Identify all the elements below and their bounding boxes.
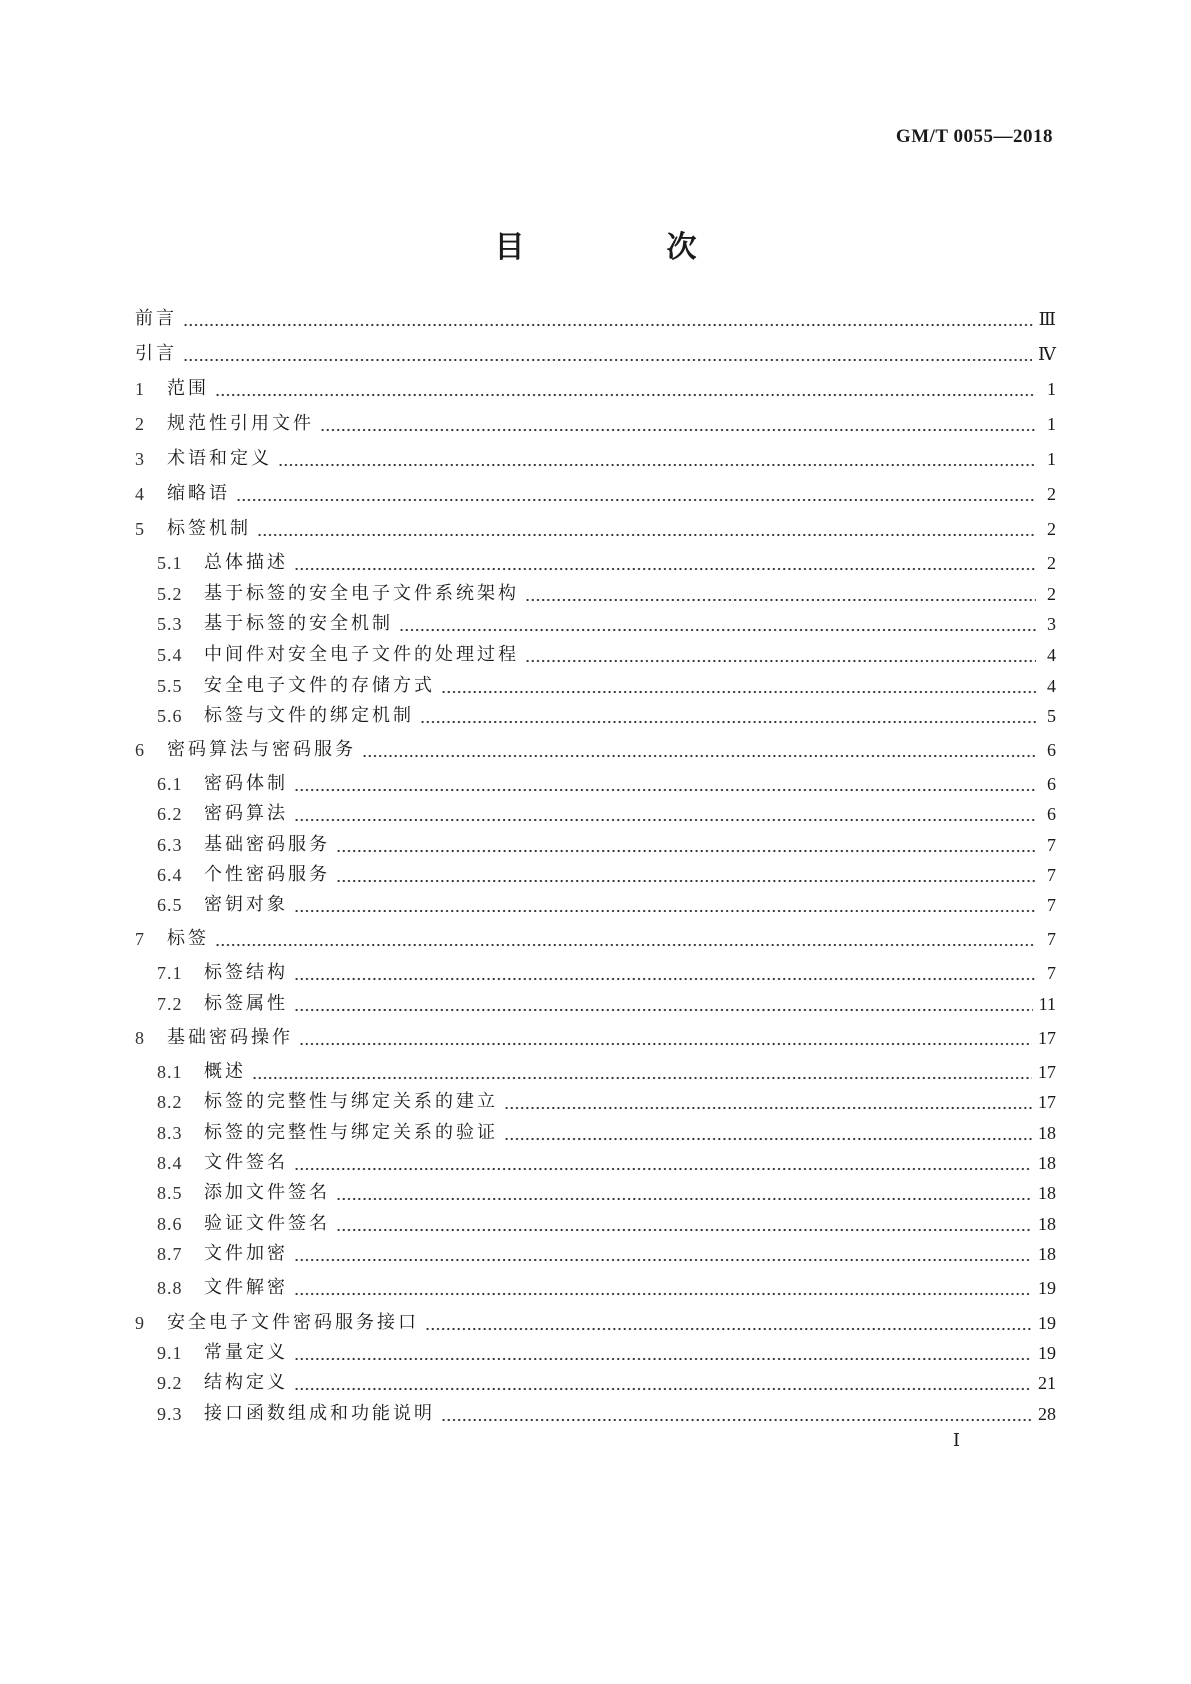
toc-entry-number: 5.1 (157, 553, 183, 573)
toc-entry-page: 18 (1038, 1214, 1056, 1234)
toc-entry-number: 5.2 (157, 584, 183, 604)
toc-entry[interactable] (157, 960, 1056, 986)
toc-entry-title: 术语和定义 (167, 448, 272, 469)
toc-entry[interactable] (135, 446, 1056, 472)
toc-entry-number: 3 (135, 449, 144, 469)
toc-entry[interactable] (157, 801, 1056, 827)
toc-entry-number: 8.4 (157, 1153, 183, 1173)
toc-entry-title: 文件加密 (204, 1243, 288, 1264)
toc-entry-number: 9.1 (157, 1343, 183, 1363)
toc-entry-number: 5.3 (157, 614, 183, 634)
toc-entry[interactable] (135, 376, 1056, 402)
toc-entry[interactable] (157, 1059, 1056, 1085)
dot-leader (320, 428, 1036, 432)
toc-entry-page: 7 (1047, 895, 1056, 915)
toc-entry-page: 19 (1038, 1313, 1056, 1333)
toc-entry-page: 18 (1038, 1244, 1056, 1264)
toc-entry[interactable] (135, 341, 1056, 367)
toc-entry-page: 7 (1047, 929, 1056, 949)
toc-entry-number: 4 (135, 484, 144, 504)
page-title: 目 次 (494, 230, 753, 265)
toc-entry[interactable] (157, 1180, 1056, 1206)
toc-entry-title: 前言 (135, 308, 177, 329)
toc-entry-page: Ⅲ (1038, 309, 1056, 329)
dot-leader (294, 977, 1036, 981)
dot-leader (336, 849, 1036, 853)
toc-entry-title: 标签 (167, 928, 209, 949)
dot-leader (215, 943, 1036, 947)
toc-entry-number: 8.6 (157, 1214, 183, 1234)
toc-entry-title: 规范性引用文件 (167, 413, 314, 434)
toc-entry-number: 7.1 (157, 963, 183, 983)
toc-entry-page: 2 (1047, 553, 1056, 573)
toc-entry-number: 9 (135, 1313, 144, 1333)
toc-entry-number: 6.1 (157, 774, 183, 794)
toc-entry-page: 21 (1038, 1373, 1056, 1393)
toc-entry-title: 范围 (167, 378, 209, 399)
toc-entry-title: 密钥对象 (204, 894, 288, 915)
toc-entry[interactable] (157, 1089, 1056, 1115)
toc-entry[interactable] (157, 673, 1056, 699)
toc-entry-title: 基于标签的安全电子文件系统架构 (204, 583, 519, 604)
dot-leader (278, 463, 1036, 467)
toc-entry[interactable] (157, 1401, 1056, 1427)
toc-entry-title: 标签的完整性与绑定关系的建立 (204, 1091, 498, 1112)
toc-entry-page: 4 (1047, 676, 1056, 696)
dot-leader (294, 1357, 1032, 1361)
toc-entry-page: 11 (1038, 994, 1056, 1014)
toc-entry[interactable] (157, 550, 1056, 576)
toc-entry-title: 基础密码操作 (167, 1027, 293, 1048)
toc-entry-page: 1 (1047, 379, 1056, 399)
toc-entry[interactable] (135, 1310, 1056, 1336)
dot-leader (215, 393, 1036, 397)
toc-entry[interactable] (157, 642, 1056, 668)
toc-entry-title: 文件签名 (204, 1152, 288, 1173)
dot-leader (294, 1008, 1033, 1012)
toc-entry-number: 6.5 (157, 895, 183, 915)
toc-entry[interactable] (157, 1340, 1056, 1366)
dot-leader (183, 323, 1033, 327)
dot-leader (504, 1137, 1032, 1141)
toc-entry[interactable] (157, 832, 1056, 858)
toc-entry-number: 6 (135, 740, 144, 760)
toc-entry-number: 5.4 (157, 645, 183, 665)
toc-entry[interactable] (135, 516, 1056, 542)
toc-entry-page: 28 (1038, 1404, 1056, 1424)
toc-entry-title: 验证文件签名 (204, 1213, 330, 1234)
dot-leader (525, 598, 1036, 602)
toc-entry[interactable] (135, 1025, 1056, 1051)
dot-leader (236, 498, 1036, 502)
toc-entry-page: 17 (1038, 1028, 1056, 1048)
toc-entry-title: 标签属性 (204, 993, 288, 1014)
dot-leader (362, 754, 1036, 758)
dot-leader (294, 1292, 1032, 1296)
toc-entry-page: 1 (1047, 414, 1056, 434)
toc-entry-title: 总体描述 (204, 552, 288, 573)
dot-leader (294, 1167, 1032, 1171)
toc-entry-number: 2 (135, 414, 144, 434)
dot-leader (183, 358, 1032, 362)
dot-leader (294, 1258, 1032, 1262)
toc-entry[interactable] (135, 481, 1056, 507)
dot-leader (425, 1327, 1032, 1331)
toc-entry[interactable] (157, 611, 1056, 637)
dot-leader (336, 1228, 1032, 1232)
toc-entry-page: 1 (1047, 449, 1056, 469)
dot-leader (336, 879, 1036, 883)
toc-entry[interactable] (135, 926, 1056, 952)
toc-entry-title: 密码算法与密码服务 (167, 739, 356, 760)
toc-entry-number: 5.6 (157, 706, 183, 726)
toc-entry-title: 结构定义 (204, 1372, 288, 1393)
toc-entry-page: 7 (1047, 835, 1056, 855)
toc-entry-page: 6 (1047, 804, 1056, 824)
toc-entry-title: 个性密码服务 (204, 864, 330, 885)
dot-leader (252, 1076, 1032, 1080)
toc-entry[interactable] (157, 1370, 1056, 1396)
toc-entry-title: 引言 (135, 343, 177, 364)
toc-entry[interactable] (157, 703, 1056, 729)
toc-entry[interactable] (157, 1120, 1056, 1146)
toc-entry-number: 1 (135, 379, 144, 399)
toc-entry-page: 17 (1038, 1062, 1056, 1082)
toc-entry[interactable] (135, 737, 1056, 763)
toc-entry[interactable] (157, 862, 1056, 888)
dot-leader (336, 1197, 1032, 1201)
toc-entry-title: 标签结构 (204, 962, 288, 983)
dot-leader (420, 720, 1036, 724)
toc-entry-number: 8.7 (157, 1244, 183, 1264)
toc-entry-page: 2 (1047, 584, 1056, 604)
dot-leader (294, 1387, 1032, 1391)
toc-entry-number: 8.2 (157, 1092, 183, 1112)
toc-entry-page: 7 (1047, 963, 1056, 983)
toc-entry[interactable] (157, 991, 1056, 1017)
toc-entry-number: 6.3 (157, 835, 183, 855)
dot-leader (299, 1042, 1032, 1046)
dot-leader (294, 818, 1036, 822)
toc-entry-page: 5 (1047, 706, 1056, 726)
toc-entry[interactable] (157, 1150, 1056, 1176)
toc-entry-title: 基础密码服务 (204, 834, 330, 855)
toc-entry-title: 文件解密 (204, 1277, 288, 1298)
toc-entry-number: 9.3 (157, 1404, 183, 1424)
toc-entry-number: 7.2 (157, 994, 183, 1014)
toc-entry-number: 8.5 (157, 1183, 183, 1203)
toc-entry-number: 8.1 (157, 1062, 183, 1082)
toc-entry-page: 2 (1047, 484, 1056, 504)
toc-entry-number: 6.2 (157, 804, 183, 824)
dot-leader (294, 567, 1036, 571)
toc-entry-page: 6 (1047, 774, 1056, 794)
toc-entry-title: 缩略语 (167, 483, 230, 504)
toc-entry-page: 18 (1038, 1123, 1056, 1143)
dot-leader (294, 909, 1036, 913)
toc-entry-title: 密码算法 (204, 803, 288, 824)
toc-entry-title: 接口函数组成和功能说明 (204, 1403, 435, 1424)
page-number: Ⅰ (952, 1430, 960, 1450)
toc-entry-number: 6.4 (157, 865, 183, 885)
toc-entry-page: 4 (1047, 645, 1056, 665)
toc-entry-page: 18 (1038, 1183, 1056, 1203)
dot-leader (294, 788, 1036, 792)
dot-leader (399, 628, 1036, 632)
toc-entry-page: 3 (1047, 614, 1056, 634)
toc-entry[interactable] (157, 892, 1056, 918)
toc-entry-number: 7 (135, 929, 144, 949)
toc-entry-title: 常量定义 (204, 1342, 288, 1363)
dot-leader (441, 1418, 1032, 1422)
toc-entry[interactable] (157, 581, 1056, 607)
toc-entry-title: 概述 (204, 1061, 246, 1082)
toc-entry-title: 标签的完整性与绑定关系的验证 (204, 1122, 498, 1143)
dot-leader (525, 659, 1036, 663)
toc-entry-title: 中间件对安全电子文件的处理过程 (204, 644, 519, 665)
toc-entry-number: 9.2 (157, 1373, 183, 1393)
toc-entry-title: 标签机制 (167, 518, 251, 539)
toc-entry-title: 安全电子文件的存储方式 (204, 675, 435, 696)
toc-entry-page: 19 (1038, 1278, 1056, 1298)
toc-entry-page: 17 (1038, 1092, 1056, 1112)
toc-entry-page: 2 (1047, 519, 1056, 539)
toc-entry[interactable] (135, 411, 1056, 437)
toc-entry-title: 添加文件签名 (204, 1182, 330, 1203)
toc-entry[interactable] (157, 1241, 1056, 1267)
toc-entry-page: Ⅳ (1038, 344, 1056, 364)
toc-entry-number: 5 (135, 519, 144, 539)
toc-entry[interactable] (135, 306, 1056, 332)
toc-entry-title: 标签与文件的绑定机制 (204, 705, 414, 726)
standard-code: GM/T 0055—2018 (895, 126, 1053, 147)
toc-entry-page: 18 (1038, 1153, 1056, 1173)
toc-entry-title: 基于标签的安全机制 (204, 613, 393, 634)
toc-entry-number: 5.5 (157, 676, 183, 696)
toc-entry-number: 8.3 (157, 1123, 183, 1143)
toc-entry-title: 安全电子文件密码服务接口 (167, 1312, 419, 1333)
dot-leader (257, 533, 1036, 537)
dot-leader (441, 690, 1036, 694)
toc-entry-number: 8.8 (157, 1278, 183, 1298)
toc-entry-title: 密码体制 (204, 773, 288, 794)
toc-entry[interactable] (157, 771, 1056, 797)
toc-entry[interactable] (157, 1275, 1056, 1301)
dot-leader (504, 1106, 1032, 1110)
toc-entry-page: 19 (1038, 1343, 1056, 1363)
toc-entry-page: 6 (1047, 740, 1056, 760)
toc-entry-page: 7 (1047, 865, 1056, 885)
toc-entry[interactable] (157, 1211, 1056, 1237)
toc-entry-number: 8 (135, 1028, 144, 1048)
